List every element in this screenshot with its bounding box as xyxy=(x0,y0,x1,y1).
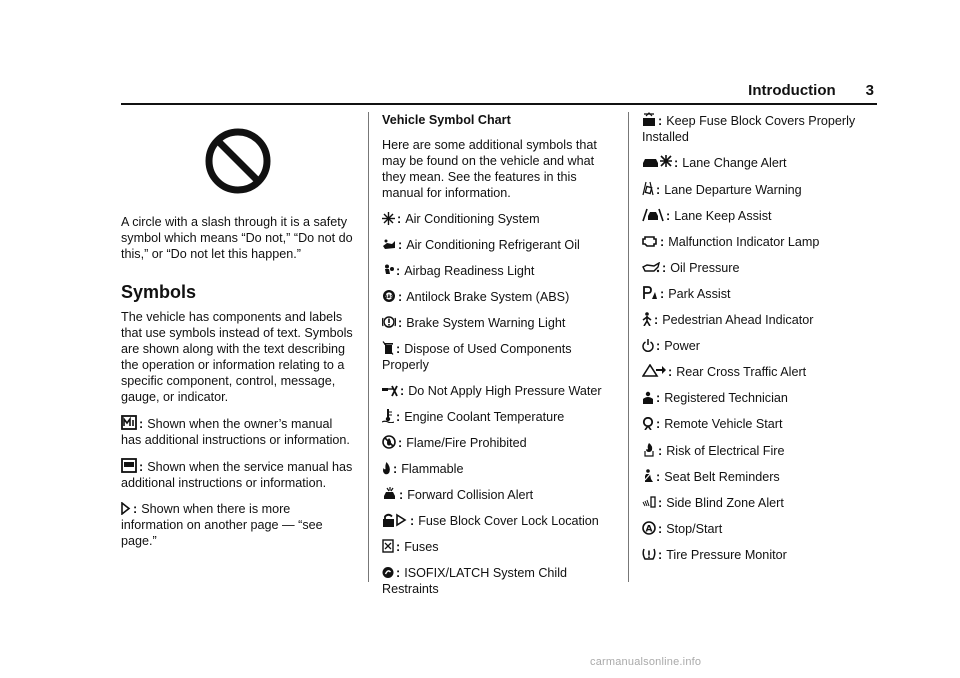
symbol-item: : Flammable xyxy=(382,461,614,477)
service-manual-icon xyxy=(121,458,137,473)
watermark: carmanualsonline.info xyxy=(590,656,702,668)
symbol-item: : Tire Pressure Monitor xyxy=(642,547,874,563)
middle-column xyxy=(382,112,614,607)
symbol-item: : Brake System Warning Light xyxy=(382,315,614,331)
symbol-label: Tire Pressure Monitor xyxy=(666,548,787,562)
symbols-intro: The vehicle has components and labels that use symbols instead of text. Symbols are shown along with the text describing the operation or information relating to a specific component, control, message, gauge, or indicator. xyxy=(121,310,353,404)
child-restraint-icon xyxy=(382,566,394,579)
symbol-item: : Dispose of Used Components Properly xyxy=(382,342,572,372)
column-divider xyxy=(368,112,369,582)
park-assist-icon xyxy=(642,286,658,300)
airbag-icon xyxy=(382,264,394,277)
symbol-label: Engine Coolant Temperature xyxy=(404,410,565,424)
seat-belt-icon xyxy=(642,469,654,483)
tire-pressure-icon xyxy=(642,548,656,561)
symbol-label: Remote Vehicle Start xyxy=(664,417,783,431)
symbol-item: : Remote Vehicle Start xyxy=(642,416,874,432)
symbol-label: Antilock Brake System (ABS) xyxy=(406,290,570,304)
abs-icon xyxy=(382,289,396,303)
chart-title: Vehicle Symbol Chart xyxy=(382,113,511,127)
symbol-item: A : Stop/Start xyxy=(642,521,874,537)
stop-start-icon xyxy=(642,521,656,535)
symbol-label: Flame/Fire Prohibited xyxy=(406,436,527,450)
page-number: 3 xyxy=(865,82,874,99)
registered-technician-icon xyxy=(642,391,654,404)
fire-prohibited-icon xyxy=(382,435,396,449)
symbol-label: Power xyxy=(664,339,700,353)
symbol-label: Park Assist xyxy=(668,287,731,301)
svg-text:A: A xyxy=(645,524,653,535)
safety-text: A circle with a slash through it is a safety symbol which means “Do not,” “Do not do this,” or “Do not let this happen.” xyxy=(121,215,353,261)
symbol-label: Airbag Readiness Light xyxy=(404,264,535,278)
brake-warning-icon xyxy=(382,315,396,329)
symbol-item: : Lane Keep Assist xyxy=(642,208,874,224)
symbol-item: : Keep Fuse Block Covers Properly Installed xyxy=(642,114,856,144)
symbol-item: : Seat Belt Reminders xyxy=(642,469,874,485)
pedestrian-icon xyxy=(642,312,652,326)
header-rule xyxy=(121,103,877,105)
note-item: : Shown when the owner’s manual has additional instructions or information. xyxy=(121,417,350,447)
symbol-item: : Power xyxy=(642,338,874,354)
section-title: Introduction xyxy=(748,82,836,99)
symbol-label: Lane Keep Assist xyxy=(674,209,772,223)
owners-manual-icon xyxy=(121,415,137,430)
symbol-item: : Engine Coolant Temperature xyxy=(382,409,614,425)
lane-departure-icon xyxy=(642,181,654,196)
symbol-item: : Pedestrian Ahead Indicator xyxy=(642,312,874,328)
fuse-cover-lock-icon xyxy=(382,513,408,527)
symbol-label: Brake System Warning Light xyxy=(406,316,566,330)
column-divider xyxy=(628,112,629,582)
symbol-item: ABS : Antilock Brake System (ABS) xyxy=(382,289,614,305)
symbol-label: Dispose of Used Components Properly xyxy=(382,342,572,372)
symbol-label: ISOFIX/LATCH System Child Restraints xyxy=(382,566,568,596)
chart-intro: Here are some additional symbols that may be found on the vehicle and what they mean. See the features in this manual for information. xyxy=(382,138,597,200)
symbol-item: : Forward Collision Alert xyxy=(382,487,614,503)
symbol-label: Rear Cross Traffic Alert xyxy=(676,365,807,379)
symbol-label: Fuses xyxy=(404,540,439,554)
symbol-item: : Park Assist xyxy=(642,286,874,302)
rear-cross-traffic-icon xyxy=(642,364,666,378)
symbol-label: Lane Departure Warning xyxy=(664,183,802,197)
remote-start-icon xyxy=(642,417,654,430)
high-pressure-water-icon xyxy=(382,385,398,397)
forward-collision-icon xyxy=(382,487,397,501)
svg-text:ABS: ABS xyxy=(384,294,394,299)
symbol-item: : Lane Change Alert xyxy=(642,155,874,171)
refrigerant-oil-icon xyxy=(382,238,396,251)
note-text: Shown when the owner’s manual has additional instructions or information. xyxy=(121,417,350,447)
symbol-item: : Side Blind Zone Alert xyxy=(642,495,874,511)
symbol-item: : Risk of Electrical Fire xyxy=(642,442,874,459)
symbol-item: : Flame/Fire Prohibited xyxy=(382,435,614,451)
symbol-item: : Air Conditioning Refrigerant Oil xyxy=(382,237,614,253)
symbol-label: Air Conditioning Refrigerant Oil xyxy=(406,238,580,252)
fuse-block-cover-icon xyxy=(642,112,656,127)
symbols-heading: Symbols xyxy=(121,282,197,302)
air-conditioning-icon xyxy=(382,212,395,225)
no-symbol-icon xyxy=(203,126,273,196)
lane-keep-icon xyxy=(642,208,664,222)
symbol-item: : Lane Departure Warning xyxy=(642,181,874,198)
malfunction-lamp-icon xyxy=(642,235,658,248)
coolant-temperature-icon xyxy=(382,409,394,423)
symbol-item: : Do Not Apply High Pressure Water xyxy=(382,383,614,399)
fuses-icon xyxy=(382,539,394,553)
symbol-label: Flammable xyxy=(401,462,464,476)
symbol-item: : Airbag Readiness Light xyxy=(382,263,614,279)
symbol-label: Stop/Start xyxy=(666,522,723,536)
symbol-label: Air Conditioning System xyxy=(405,212,540,226)
flammable-icon xyxy=(382,462,391,475)
symbol-label: Malfunction Indicator Lamp xyxy=(668,235,820,249)
power-icon xyxy=(642,339,654,352)
symbol-label: Forward Collision Alert xyxy=(407,488,534,502)
see-page-icon xyxy=(121,502,131,515)
page-header xyxy=(748,82,874,99)
lane-change-icon xyxy=(642,155,672,169)
symbol-label: Keep Fuse Block Covers Properly Installed xyxy=(642,114,856,144)
symbol-item: : Oil Pressure xyxy=(642,260,874,276)
symbol-item: : Fuse Block Cover Lock Location xyxy=(382,513,614,529)
symbol-item: : Malfunction Indicator Lamp xyxy=(642,234,874,250)
right-column xyxy=(642,112,874,573)
symbol-label: Fuse Block Cover Lock Location xyxy=(418,514,599,528)
symbol-item: : Fuses xyxy=(382,539,614,555)
oil-pressure-icon xyxy=(642,262,660,274)
symbol-item: : ISOFIX/LATCH System Child Restraints xyxy=(382,566,568,596)
symbol-label: Registered Technician xyxy=(664,391,788,405)
symbol-label: Side Blind Zone Alert xyxy=(666,496,784,510)
left-column xyxy=(121,112,353,559)
side-blind-zone-icon xyxy=(642,496,656,509)
symbol-label: Oil Pressure xyxy=(670,261,740,275)
electrical-fire-icon xyxy=(642,442,656,457)
note-text: Shown when the service manual has additional instructions or information. xyxy=(121,460,353,490)
note-item: : Shown when there is more information on another page — “see page.” xyxy=(121,502,323,548)
symbol-item: : Rear Cross Traffic Alert xyxy=(642,364,874,380)
symbol-label: Do Not Apply High Pressure Water xyxy=(408,384,602,398)
note-item: : Shown when the service manual has additional instructions or information. xyxy=(121,460,353,490)
dispose-components-icon xyxy=(382,341,394,355)
symbol-label: Pedestrian Ahead Indicator xyxy=(662,313,814,327)
symbol-item: : Registered Technician xyxy=(642,390,874,406)
symbol-label: Seat Belt Reminders xyxy=(664,470,780,484)
symbol-label: Risk of Electrical Fire xyxy=(666,444,785,458)
symbol-label: Lane Change Alert xyxy=(682,156,787,170)
note-text: Shown when there is more information on another page — “see page.” xyxy=(121,502,323,548)
symbol-item: : Air Conditioning System xyxy=(382,211,614,227)
